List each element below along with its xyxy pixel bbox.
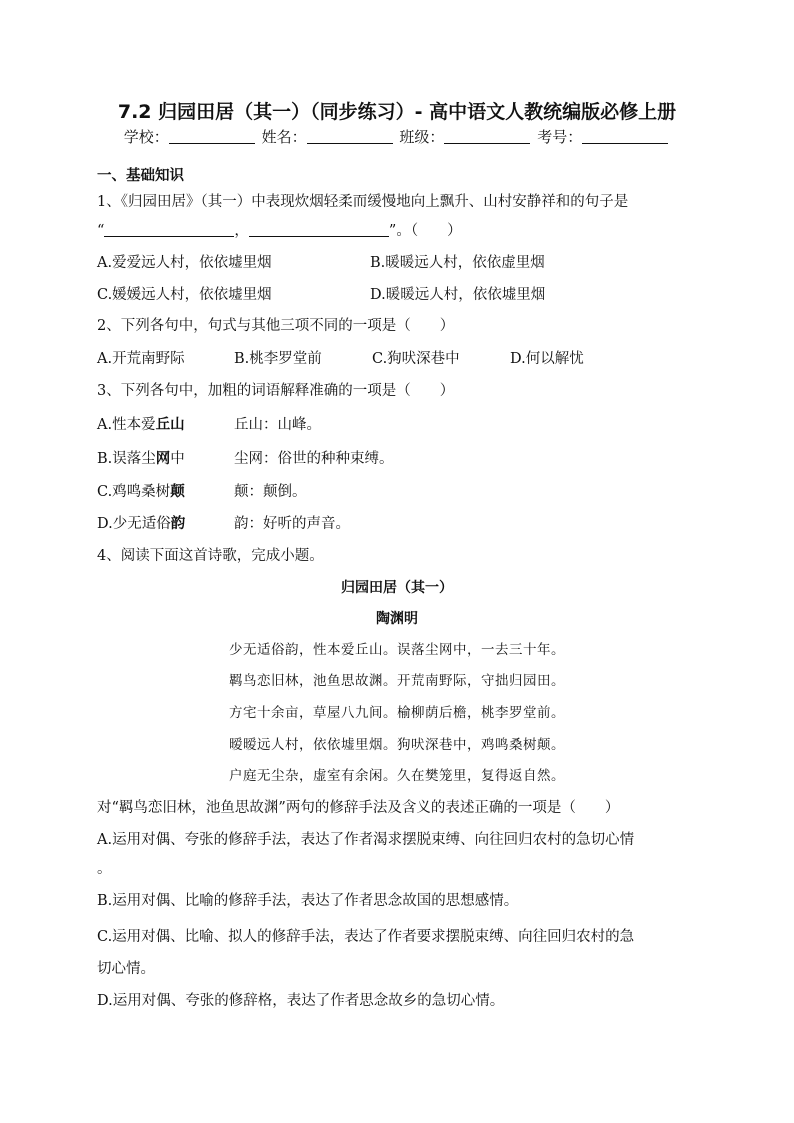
poem-line: 户庭无尘杂，虚室有余闲。久在樊笼里，复得返自然。: [229, 768, 565, 784]
poem-author: 陶渊明: [376, 611, 418, 627]
name-blank[interactable]: [307, 129, 393, 144]
q1-stem: 1、《归园田居》（其一）中表现炊烟轻柔而缓慢地向上飘升、山村安静祥和的句子是: [97, 194, 629, 210]
q1-blank-2[interactable]: [249, 223, 389, 237]
q3-option-b[interactable]: [97, 447, 185, 468]
q3-b-post: 中: [170, 451, 185, 467]
q4-option-c[interactable]: C.运用对偶、比喻、拟人的修辞手法，表达了作者要求摆脱束缚、向往回归农村的急: [97, 929, 635, 945]
q3-a-bold: 丘山: [155, 416, 185, 433]
q1-option-b[interactable]: B.暖暖远人村，依依虚里烟: [370, 255, 545, 271]
q3-c-text: C.鸡鸣桑树: [97, 484, 171, 500]
q3-option-a[interactable]: [97, 413, 185, 434]
q1-option-c[interactable]: C.媛媛远人村，依依墟里烟: [97, 287, 272, 303]
q1-open-quote: “: [97, 223, 105, 239]
student-info-row: [0, 126, 794, 147]
q4-stem: 4、阅读下面这首诗歌，完成小题。: [97, 548, 324, 564]
q4-option-a[interactable]: A.运用对偶、夸张的修辞手法，表达了作者渴求摆脱束缚、向往回归农村的急切心情: [97, 832, 635, 848]
q3-option-d[interactable]: [97, 512, 185, 533]
exam-no-label: 考号：: [537, 128, 583, 146]
q3-d-bold: 韵: [170, 515, 186, 532]
school-label: 学校：: [123, 128, 169, 146]
q1-blank-1[interactable]: [104, 223, 234, 237]
q4-option-a-cont: 。: [97, 861, 112, 877]
q3-a-explanation: 丘山：山峰。: [234, 417, 321, 433]
q3-c-bold: 颠: [170, 483, 185, 500]
q1-option-a[interactable]: A.爱爱远人村，依依墟里烟: [97, 255, 272, 271]
page-title: 7.2 归园田居（其一）（同步练习）- 高中语文人教统编版必修上册: [117, 101, 677, 123]
q3-stem: 3、下列各句中，加粗的词语解释准确的一项是（ ）: [97, 383, 455, 399]
q2-option-c[interactable]: C.狗吠深巷中: [372, 351, 460, 367]
q1-close: ”。（ ）: [388, 223, 462, 239]
q3-b-bold: 网: [155, 450, 171, 467]
q2-option-d[interactable]: D.何以解忧: [510, 351, 584, 367]
q4-option-b[interactable]: B.运用对偶、比喻的修辞手法，表达了作者思念故国的思想感情。: [97, 893, 519, 909]
q1-option-d[interactable]: D.暖暖远人村，依依墟里烟: [370, 287, 546, 303]
poem-line: 暧暧远人村，依依墟里烟。狗吠深巷中，鸡鸣桑树颠。: [229, 737, 565, 753]
poem-line: 少无适俗韵，性本爱丘山。误落尘网中，一去三十年。: [229, 642, 565, 658]
q2-option-b[interactable]: B.桃李罗堂前: [234, 351, 322, 367]
q3-b-text: B.误落尘: [97, 451, 156, 467]
q1-blanks: [97, 219, 462, 240]
name-label: 姓名：: [261, 128, 307, 146]
q4-question: 对“羁鸟恋旧林，池鱼思故渊”两句的修辞手法及含义的表述正确的一项是（ ）: [97, 800, 620, 816]
poem-line: 羁鸟恋旧林，池鱼思故渊。开荒南野际，守拙归园田。: [229, 673, 565, 689]
q1-comma: ，: [234, 223, 249, 239]
class-label: 班级：: [399, 128, 445, 146]
poem-line: 方宅十余亩，草屋八九间。榆柳荫后檐，桃李罗堂前。: [229, 705, 565, 721]
q3-c-explanation: 颠：颠倒。: [234, 484, 307, 500]
q3-d-explanation: 韵：好听的声音。: [234, 516, 350, 532]
q2-stem: 2、下列各句中，句式与其他三项不同的一项是（ ）: [97, 318, 455, 334]
exam-no-blank[interactable]: [582, 129, 668, 144]
poem-title: 归园田居（其一）: [341, 580, 453, 596]
school-blank[interactable]: [169, 129, 255, 144]
q4-option-c-cont: 切心情。: [97, 961, 155, 977]
q3-b-explanation: 尘网：俗世的种种束缚。: [234, 451, 394, 467]
q3-option-c[interactable]: [97, 480, 185, 501]
q4-option-d[interactable]: D.运用对偶、夸张的修辞格，表达了作者思念故乡的急切心情。: [97, 993, 505, 1009]
section-heading: 一、基础知识: [97, 168, 184, 184]
q2-option-a[interactable]: A.开荒南野际: [97, 351, 185, 367]
q3-a-text: A.性本爱: [97, 417, 156, 433]
q3-d-text: D.少无适俗: [97, 516, 171, 532]
class-blank[interactable]: [444, 129, 530, 144]
